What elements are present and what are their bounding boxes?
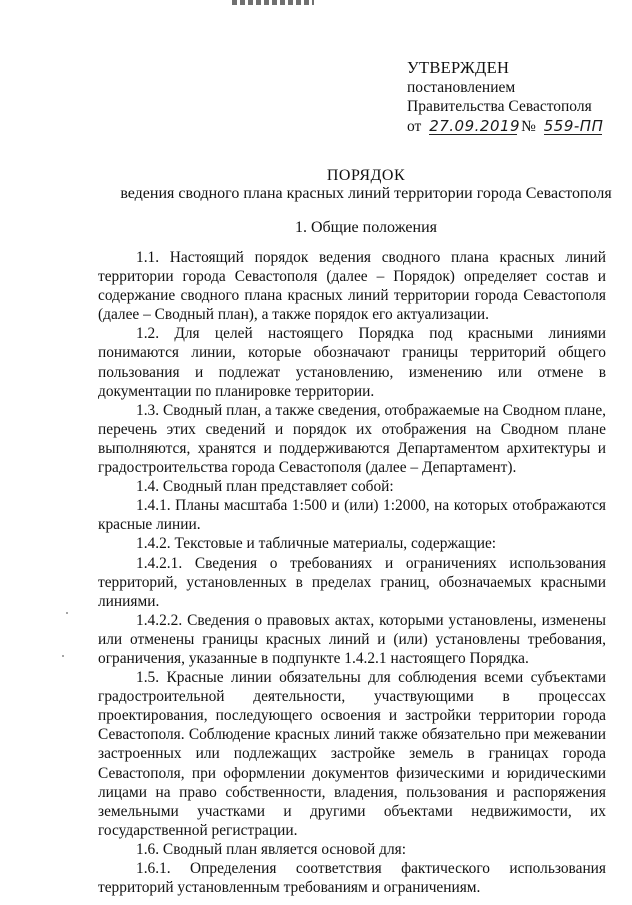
approval-block xyxy=(407,58,627,136)
document-body xyxy=(98,248,606,897)
paragraph-1-6-1: 1.6.1. Определения соответствия фактического использования территорий установленным требованиям и ограничениям. xyxy=(98,860,606,897)
paragraph-1-4-2-2: 1.4.2.2. Сведения о правовых актах, которыми установлены, изменены или отменены границы красных линий и (или) установлены требования, ограничения, указанные в подпункте 1.4.2.1 настоящего Порядка. xyxy=(98,611,606,667)
paragraph-1-5: 1.5. Красные линии обязательны для соблюдения всеми субъектами градостроительной деятельности, участвующими в процессах проектирования, последующего освоения и застройки территории города Севастополя. Соблюдение красных линий также обязательно при межевании застроенных или подлежащих застройке земель в границах города Севастополя, при оформлении документов физическими и юридическими лицами на право собственности, владения, пользования и распоряжения земельными участками и другими объектами недвижимости, их государственной регистрации. xyxy=(98,669,606,839)
paragraph-1-4-2: 1.4.2. Текстовые и табличные материалы, содержащие: xyxy=(136,535,497,553)
approval-line-government: Правительства Севастополя xyxy=(407,98,592,115)
paragraph-1-6: 1.6. Сводный план является основой для: xyxy=(136,840,406,858)
paragraph-1-4: 1.4. Сводный план представляет собой: xyxy=(136,478,394,496)
number-prefix: № xyxy=(521,117,536,135)
approval-line-resolution: постановлением xyxy=(407,78,516,96)
handwritten-number: 559-ПП xyxy=(543,116,604,135)
paragraph-1-3: 1.3. Сводный план, а также сведения, отображаемые на Сводном плане, перечень этих сведений и порядок их отображения на Сводном плане выполняются, хранятся и поддерживаются Департаментом архитектуры и градостроительства города Севастополя (далее – Департамент). xyxy=(98,401,606,477)
document-title: ПОРЯДОК xyxy=(326,167,406,184)
date-prefix: от xyxy=(407,117,422,135)
approval-date-number-line xyxy=(407,117,627,137)
section-heading: 1. Общие положения xyxy=(294,219,438,236)
paragraph-1-4-2-1: 1.4.2.1. Сведения о требованиях и ограничениях использования территорий, установленных в пределах границ, обозначаемых красными линиями. xyxy=(98,554,606,610)
handwritten-date: 27.09.2019 xyxy=(429,116,521,135)
paragraph-1-1: 1.1. Настоящий порядок ведения сводного плана красных линий территории города Севастополя (далее – Порядок) определяет состав и содержание сводного плана красных линий территории города Севастополя (далее – Сводный план), а также порядок его актуализации. xyxy=(98,249,606,324)
scan-speck xyxy=(62,655,64,657)
paragraph-1-2: 1.2. Для целей настоящего Порядка под красными линиями понимаются линии, которые обозначают границы территорий общего пользования и подлежат установлению, изменению или отмене в документации по планировке территории. xyxy=(98,325,606,400)
approval-title: УТВЕРЖДЕН xyxy=(407,58,510,77)
scan-artifact xyxy=(232,0,314,5)
document-subtitle: ведения сводного плана красных линий территории города Севастополя xyxy=(120,185,612,202)
scan-speck xyxy=(66,612,68,614)
paragraph-1-4-1: 1.4.1. Планы масштаба 1:500 и (или) 1:2000, на которых отображаются красные линии. xyxy=(98,497,606,534)
